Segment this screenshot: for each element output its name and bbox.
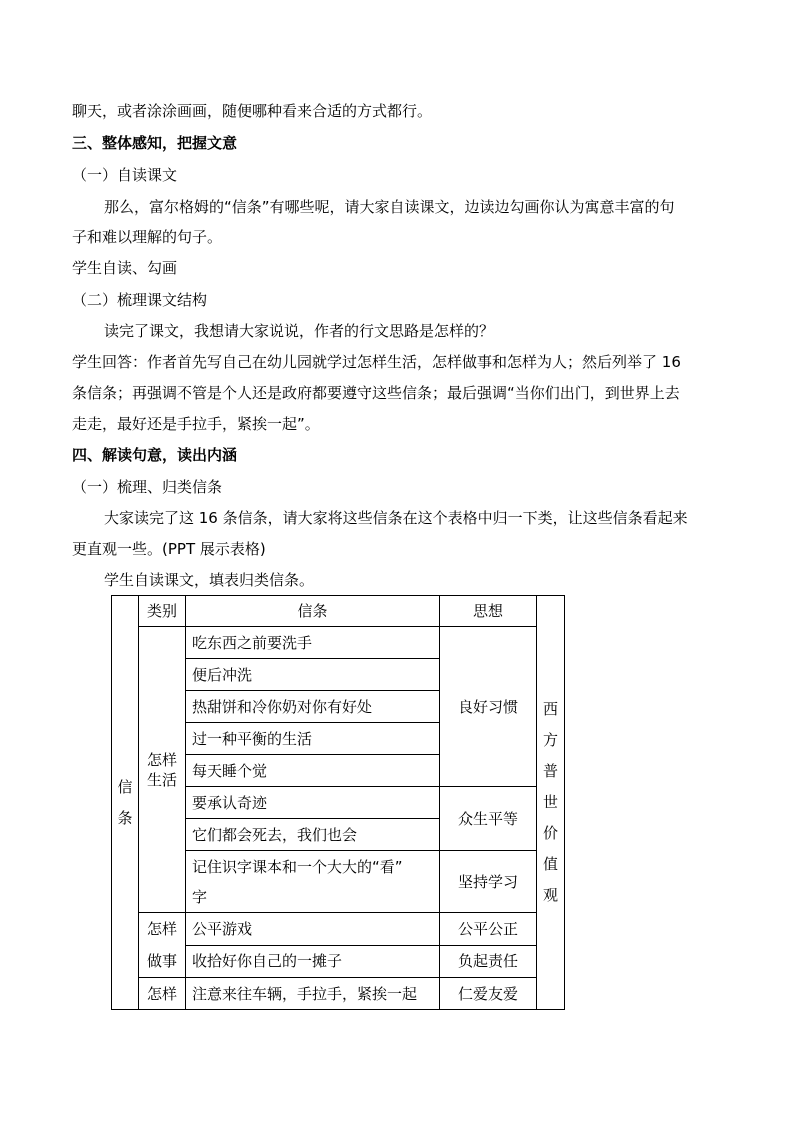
creed-line: 记住识字课本和一个大大的“看”: [192, 857, 403, 876]
creed-cell: 它们都会死去，我们也会: [186, 819, 440, 851]
paragraph-line: 子和难以理解的句子。: [72, 228, 223, 246]
category-line: 做事: [146, 952, 177, 970]
creed-cell: 注意来往车辆，手拉手，紧挨一起: [186, 978, 440, 1010]
creed-cell: [186, 851, 440, 913]
thought-cell: 负起责任: [440, 945, 537, 978]
thought-cell: 仁爱友爱: [440, 978, 537, 1010]
creed-cell: 收拾好你自己的一摊子: [186, 945, 440, 978]
thought-cell: 坚持学习: [440, 851, 537, 913]
right-label-char: 方: [542, 731, 558, 749]
table-header-row: [112, 596, 565, 627]
creed-cell: 公平游戏: [186, 913, 440, 946]
left-label-char: 信: [117, 777, 133, 796]
right-label-char: 西: [542, 700, 558, 718]
category-cell: [139, 913, 186, 978]
paragraph-line: 学生回答：作者首先写自己在幼儿园就学过怎样生活，怎样做事和怎样为人；然后列举了 16: [72, 353, 681, 371]
right-label-char: 世: [542, 793, 558, 811]
paragraph-line: 条信条；再强调不管是个人还是政府都要遵守这些信条；最后强调“当你们出门，到世界上去: [72, 384, 680, 402]
thought-cell: 众生平等: [440, 787, 537, 851]
right-label-cell: [537, 596, 565, 1010]
creed-cell: 吃东西之前要洗手: [186, 627, 440, 659]
category-line: 怎样: [146, 920, 177, 938]
category-cell: 怎样: [139, 978, 186, 1010]
header-thought: 思想: [440, 596, 537, 627]
table-row: [112, 978, 565, 1010]
paragraph-line: 更直观一些。(PPT 展示表格): [72, 540, 266, 558]
table-row: [112, 913, 565, 946]
paragraph-line: 学生自读、勾画: [72, 259, 178, 277]
subsection-heading: （二）梳理课文结构: [72, 291, 208, 309]
paragraph-line: 那么，富尔格姆的“信条”有哪些呢，请大家自读课文，边读边勾画你认为寓意丰富的句: [104, 198, 675, 216]
creed-line: 字: [192, 887, 208, 906]
paragraph-line: 走走，最好还是手拉手，紧挨一起”。: [72, 415, 320, 433]
category-line: 怎样: [146, 750, 177, 769]
section-heading: 四、解读句意，读出内涵: [72, 446, 238, 464]
subsection-heading: （一）梳理、归类信条: [72, 478, 223, 496]
header-category: 类别: [139, 596, 186, 627]
creed-cell: 每天睡个觉: [186, 755, 440, 787]
category-cell: [139, 627, 186, 913]
table-row: [112, 627, 565, 659]
creed-cell: 过一种平衡的生活: [186, 723, 440, 755]
left-label-cell: [112, 596, 139, 1010]
header-creed: 信条: [186, 596, 440, 627]
section-heading: 三、整体感知，把握文意: [72, 134, 238, 152]
paragraph-line: 学生自读课文，填表归类信条。: [104, 571, 315, 589]
creed-cell: 要承认奇迹: [186, 787, 440, 819]
creed-classification-table: [111, 595, 565, 1010]
right-label-char: 观: [542, 886, 558, 904]
category-line: 生活: [146, 770, 177, 789]
paragraph-line: 聊天，或者涂涂画画，随便哪种看来合适的方式都行。: [72, 102, 433, 120]
subsection-heading: （一）自读课文: [72, 166, 178, 184]
right-label-char: 值: [542, 855, 558, 873]
paragraph-line: 读完了课文，我想请大家说说，作者的行文思路是怎样的？: [104, 322, 495, 340]
right-label-char: 价: [542, 824, 558, 842]
thought-cell: 良好习惯: [440, 627, 537, 787]
creed-cell: 热甜饼和冷你奶对你有好处: [186, 691, 440, 723]
thought-cell: 公平公正: [440, 913, 537, 946]
paragraph-line: 大家读完了这 16 条信条，请大家将这些信条在这个表格中归一下类，让这些信条看起来: [104, 509, 688, 527]
right-label-char: 普: [542, 762, 558, 780]
creed-cell: 便后冲洗: [186, 659, 440, 691]
left-label-char: 条: [117, 808, 133, 827]
